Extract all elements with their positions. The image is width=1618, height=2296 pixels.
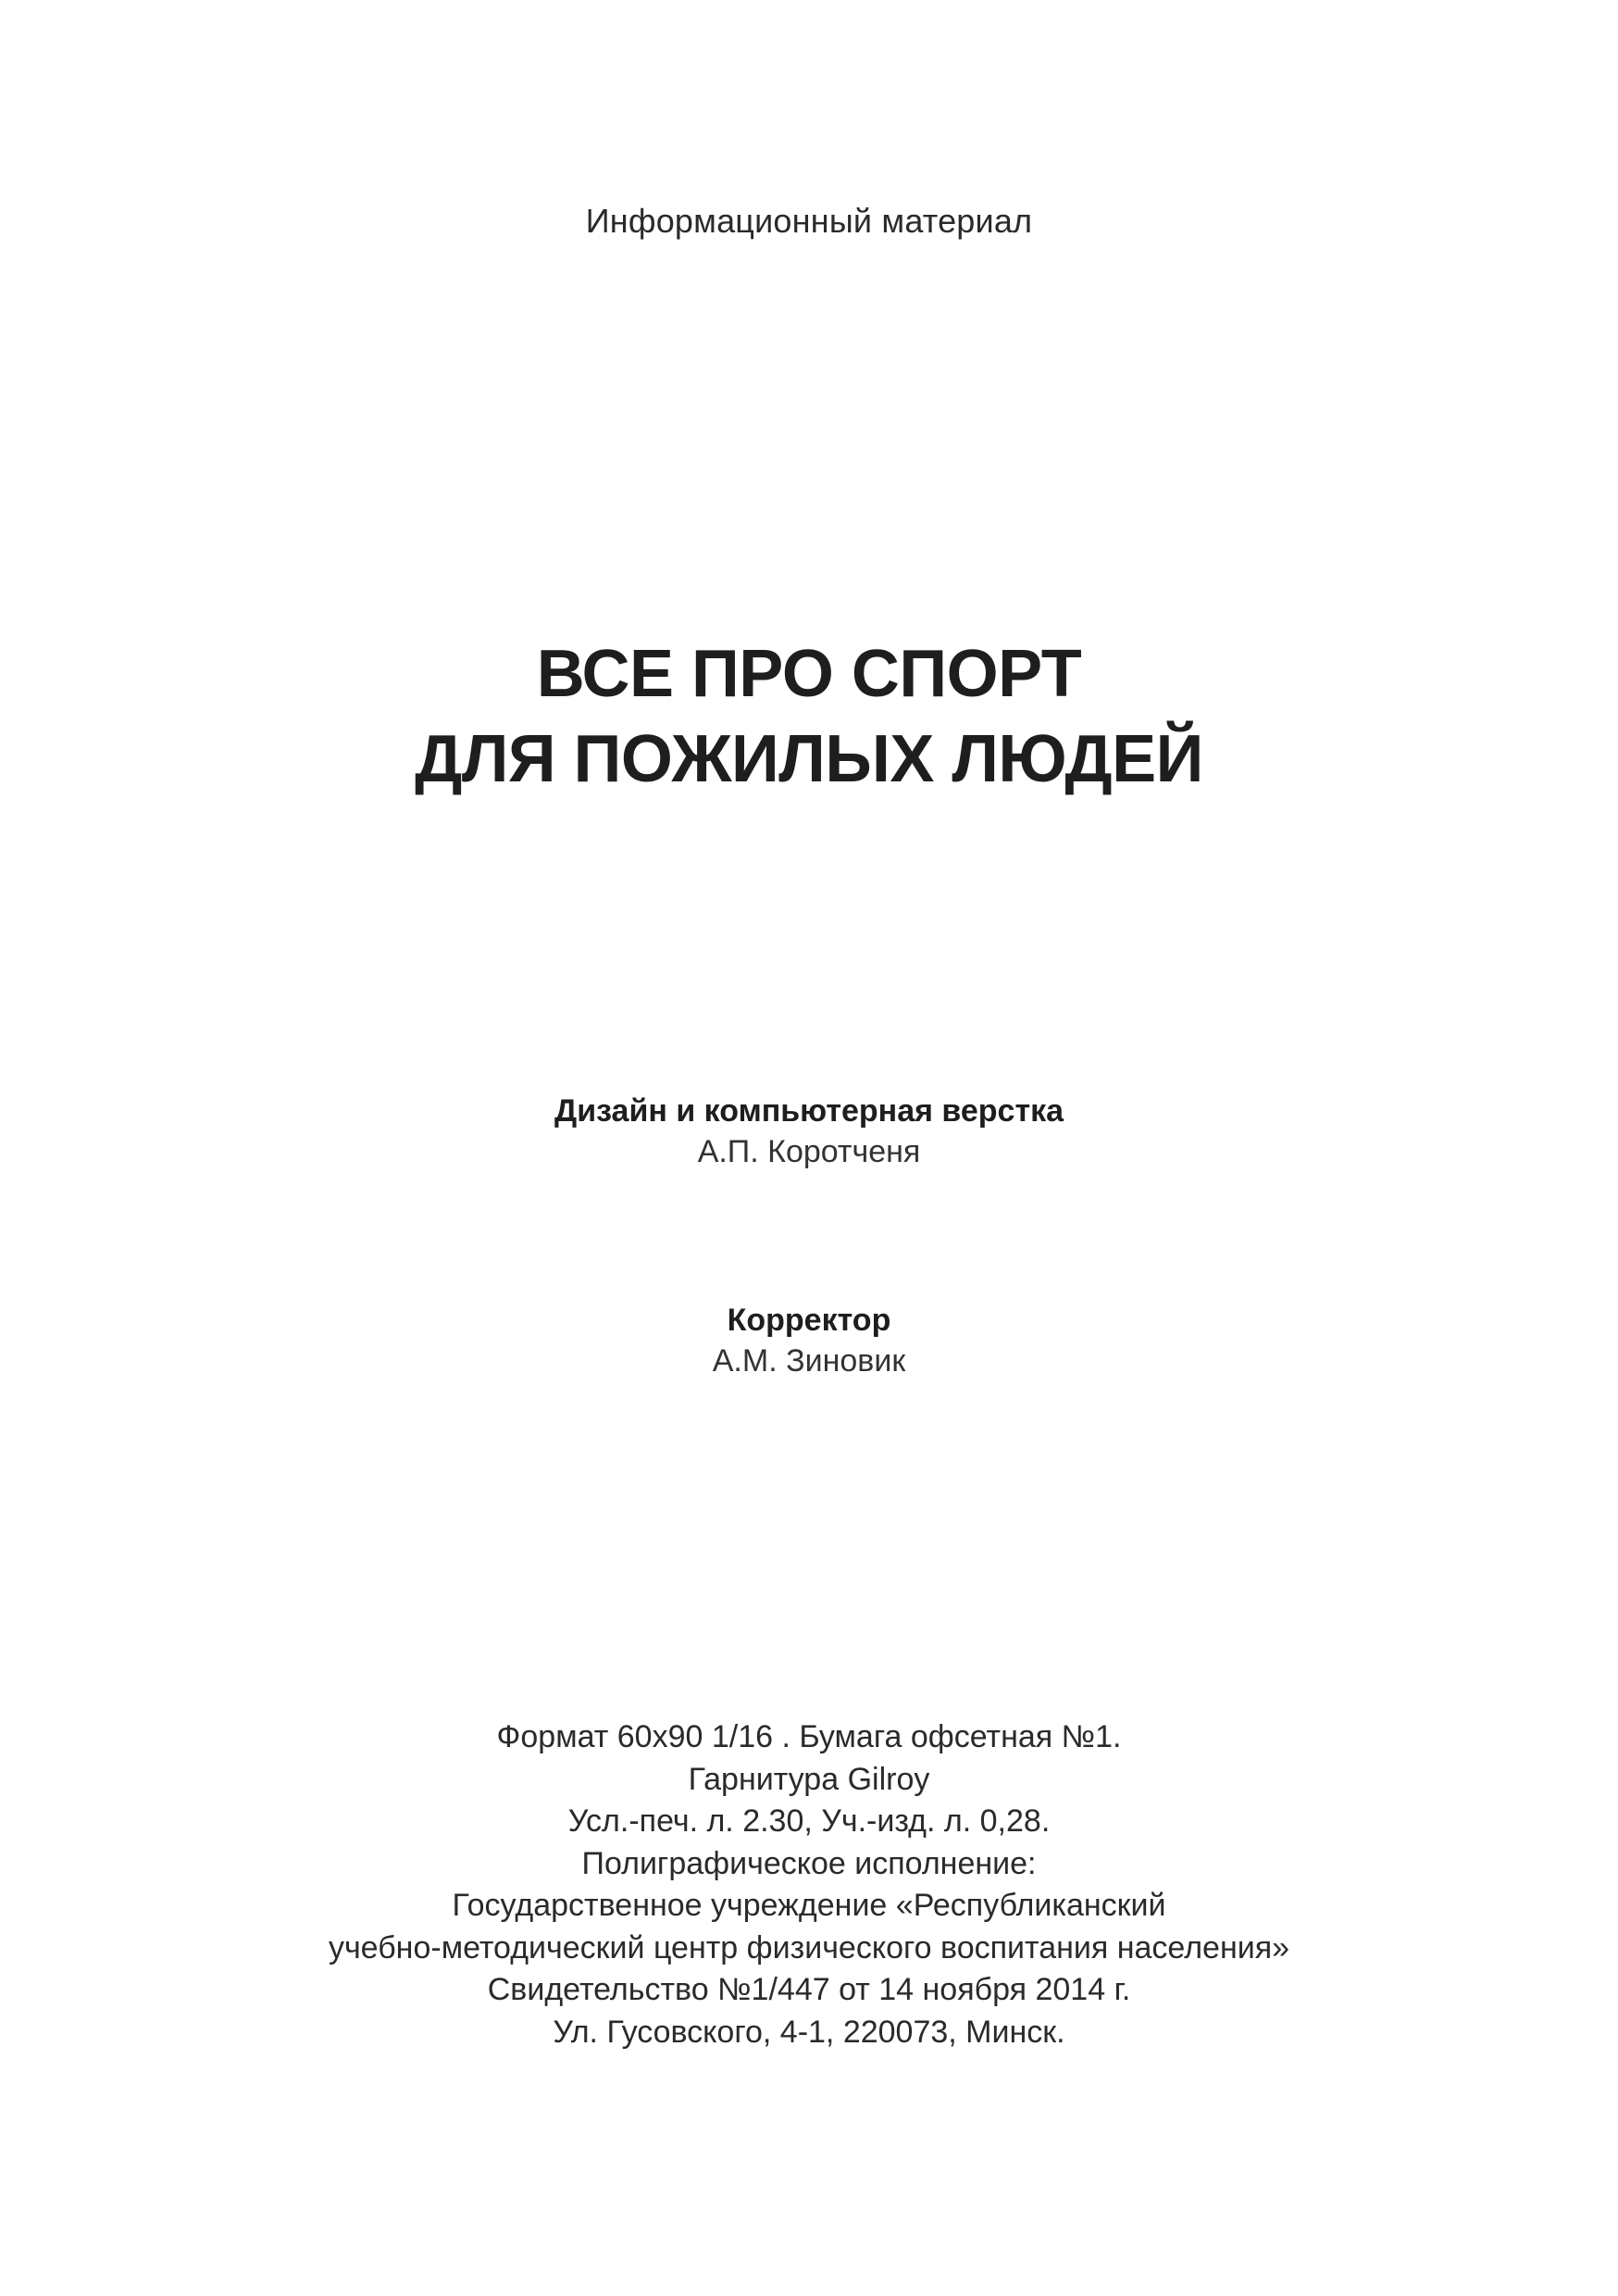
imprint-line: Формат 60x90 1/16 . Бумага офсетная №1.: [496, 1719, 1122, 1754]
imprint-line: Ул. Гусовского, 4-1, 220073, Минск.: [553, 2014, 1065, 2050]
imprint-line: учебно-методический центр физического воспитания населения»: [328, 1929, 1290, 1965]
design-credit-person: А.П. Коротченя: [697, 1134, 921, 1169]
imprint-line: Усл.-печ. л. 2.30, Уч.-изд. л. 0,28.: [567, 1803, 1051, 1839]
imprint-line: Свидетельство №1/447 от 14 ноября 2014 г.: [487, 1972, 1131, 2007]
title-line-2: ДЛЯ ПОЖИЛЫХ ЛЮДЕЙ: [415, 722, 1203, 796]
proofreader-credit-person: А.М. Зиновик: [712, 1343, 906, 1379]
imprint-line: Гарнитура Gilroy: [688, 1761, 930, 1797]
proofreader-credit-role: Корректор: [727, 1303, 891, 1338]
document-type-label: Информационный материал: [585, 202, 1033, 240]
title-line-1: ВСЕ ПРО СПОРТ: [536, 637, 1082, 711]
imprint-line: Государственное учреждение «Республиканский: [452, 1888, 1166, 1923]
document-title: [0, 631, 1618, 802]
imprint-block: [0, 1716, 1618, 2053]
imprint-line: Полиграфическое исполнение:: [581, 1845, 1037, 1881]
design-credit-role: Дизайн и компьютерная верстка: [554, 1093, 1064, 1129]
proofreader-credit: [0, 1300, 1618, 1381]
design-credit: [0, 1091, 1618, 1172]
